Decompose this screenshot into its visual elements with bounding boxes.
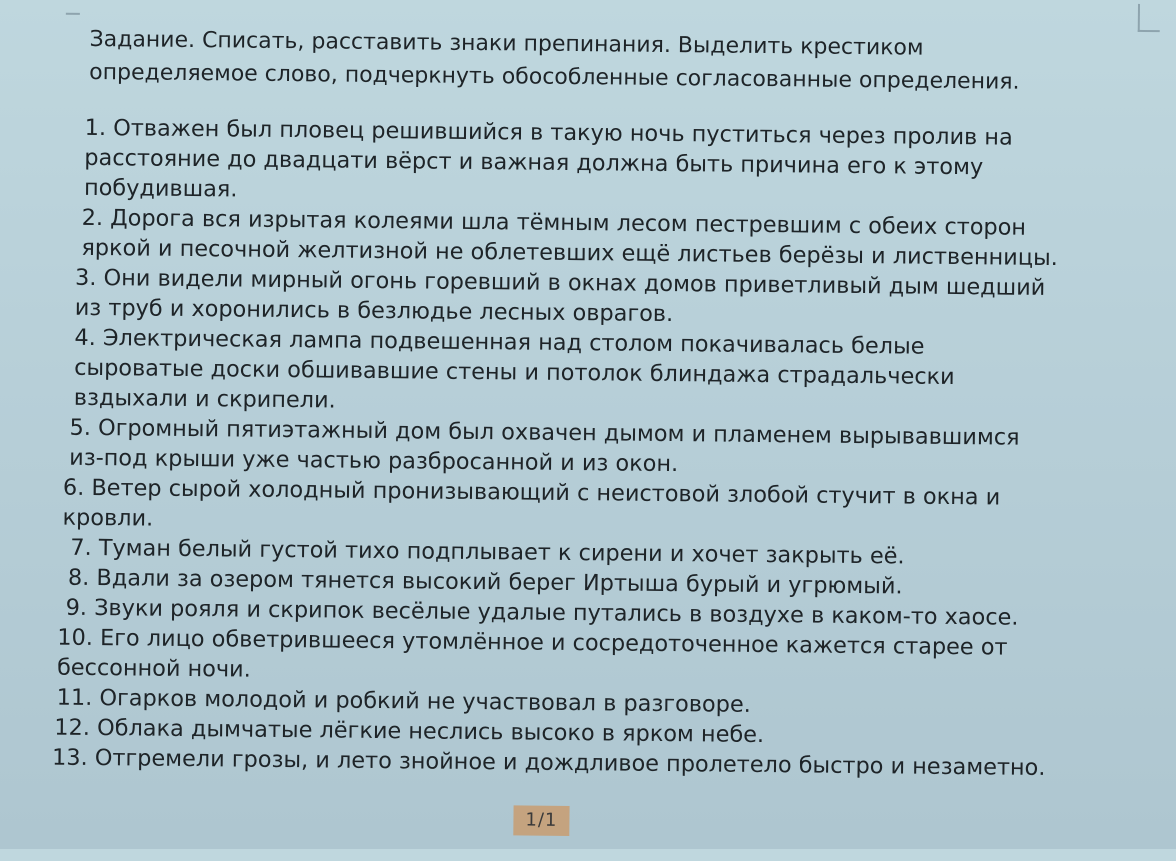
item-number: 9. (65, 594, 88, 621)
item-number: 5. (69, 414, 92, 441)
item-number: 3. (74, 264, 97, 292)
item-number: 8. (67, 564, 90, 591)
item-text: Отважен был пловец решившийся в такую ночь пуститься через пролив на расстояние до двадцати вёрст и важная должна быть причина его к этому побудившая. (83, 115, 1013, 203)
item-number: 2. (81, 204, 104, 232)
item-text: Отгремели грозы, и лето знойное и дождливое пролетело быстро и незаметно. (94, 745, 1046, 781)
item-number: 11. (56, 684, 93, 712)
list-item (57, 263, 1138, 334)
list-item (54, 473, 1135, 544)
item-text: Они видели мирный огонь горевший в окнах домов приветливый дым шедший из труб и хоронились в безлюдье лесных оврагов. (74, 265, 1046, 328)
page-indicator-badge: 1/1 (513, 805, 569, 836)
list-item (56, 323, 1137, 424)
item-text: Звуки рояля и скрипок весёлые удалые путались в воздухе в каком-то хаосе. (94, 595, 1019, 631)
item-text: Его лицо обветрившееся утомлённое и сосредоточенное кажется старее от бессонной ночи. (56, 625, 1008, 683)
item-number: 13. (51, 744, 88, 771)
page-corner-mark-left (66, 0, 80, 15)
item-text: Облака дымчатые лёгкие неслись высоко в ярком небе. (96, 715, 765, 749)
item-text: Огромный пятиэтажный дом был охвачен дымом и пламенем вырывавшимся из-под крыши уже частью разбросанной и из окон. (69, 415, 1020, 478)
item-number: 7. (70, 534, 92, 561)
item-number: 10. (57, 624, 94, 652)
item-text: Вдали за озером тянется высокий берег Иртыша бурый и угрюмый. (96, 565, 903, 600)
list-item (53, 623, 1134, 694)
list-item (55, 413, 1136, 484)
page-corner-mark-right (1138, 4, 1160, 32)
item-text: Туман белый густой тихо подплывает к сирени и хочет закрыть её. (98, 535, 905, 570)
item-number: 12. (54, 714, 91, 741)
list-item (58, 113, 1139, 214)
task-instruction: Задание. Списать, расставить знаки препинания. Выделить крестиком определяемое слово, подчеркнуть обособленные согласованные определения. (89, 26, 1020, 95)
list-item (57, 203, 1138, 274)
item-text: Огарков молодой и робкий не участвовал в разговоре. (99, 685, 751, 718)
item-text: Дорога вся изрытая колеями шла тёмным лесом пестревшим с обеих сторон яркой и песочной желтизной не облетевших ещё листьев берёзы и лиственницы. (81, 205, 1058, 272)
item-text: Ветер сырой холодный пронизывающий с неистовой злобой стучит в окна и кровли. (62, 474, 1001, 532)
sentence-list (52, 113, 1139, 784)
item-number: 6. (62, 474, 85, 501)
item-text: Электрическая лампа подвешенная над столом покачивалась белые сыроватые доски обшивавшие стены и потолок блиндажа страдальчески вздыхали и скрипели. (73, 325, 955, 414)
item-number: 4. (74, 324, 96, 352)
item-number: 1. (84, 114, 107, 142)
